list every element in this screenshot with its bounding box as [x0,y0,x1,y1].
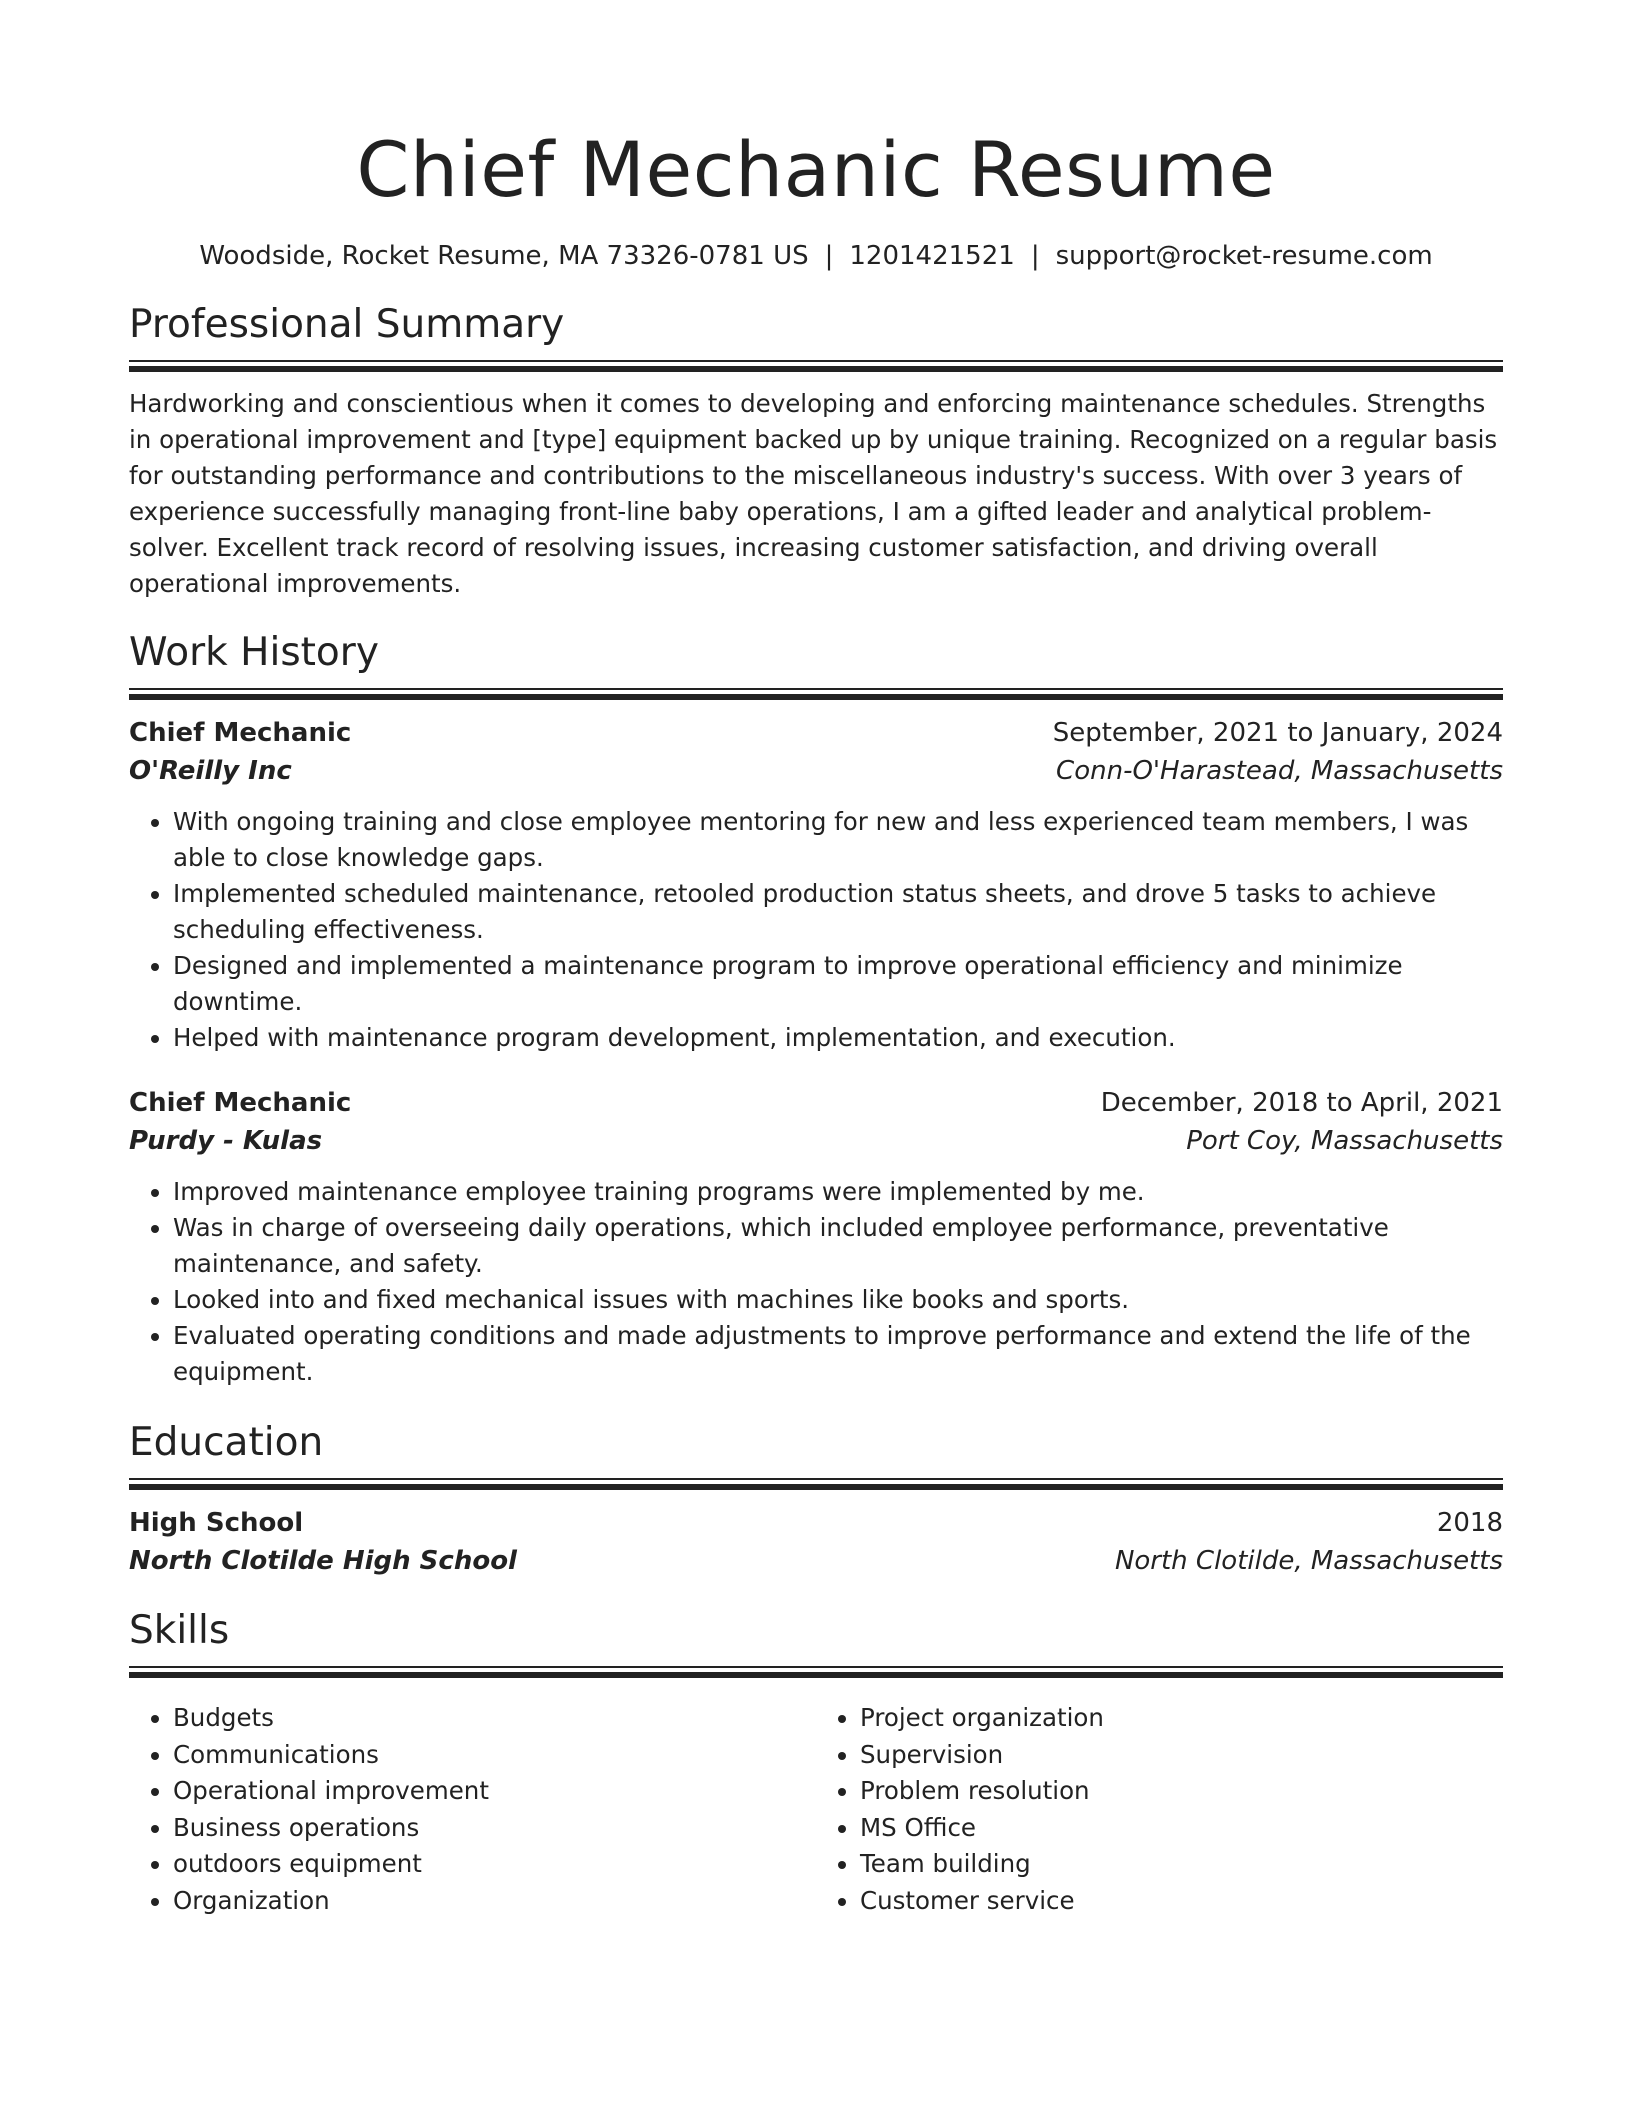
job-bullets [129,804,1503,1056]
section-divider [129,1478,1503,1490]
skill-item: • Team building [860,1846,1503,1883]
education-location: North Clotilde, Massachusetts [1114,1546,1503,1576]
education-school: North Clotilde High School [129,1546,517,1576]
job-location: Conn-O'Harastead, Massachusetts [1056,756,1503,786]
contact-phone: 1201421521 [849,241,1015,271]
skill-item: • Problem resolution [860,1773,1503,1810]
job-bullet: • Implemented scheduled maintenance, retooled production status sheets, and drove 5 tasks to achieve scheduling effectiveness. [173,876,1503,948]
work-history-section [129,628,1503,1390]
job-bullet: • Designed and implemented a maintenance program to improve operational efficiency and minimize downtime. [173,948,1503,1020]
skill-item: • Supervision [860,1737,1503,1774]
contact-separator: | [824,241,834,271]
summary-section [129,300,1503,602]
skill-item: • Operational improvement [173,1773,816,1810]
skills-section [129,1606,1503,1919]
skill-item: • Budgets [173,1700,816,1737]
job-header-row [129,714,1503,752]
job-company-row [129,1122,1503,1160]
education-school-row [129,1542,1503,1580]
job-header-row [129,1084,1503,1122]
resume-title: Chief Mechanic Resume [356,125,1276,214]
skill-item: • MS Office [860,1810,1503,1847]
skill-item: • Business operations [173,1810,816,1847]
summary-text: Hardworking and conscientious when it comes to developing and enforcing maintenance schedules. Strengths in operational improvement and [type] equipment backed up by unique training. Recognized on a regular basis for outstanding performance and contributions to the miscellaneous industry's success. With over 3 years of experience successfully managing front-line baby operations, I am a gifted leader and analytical problem-solver. Excellent track record of resolving issues, increasing customer satisfaction, and driving overall operational improvements. [129,389,1498,598]
job-company-row [129,752,1503,790]
contact-address: Woodside, Rocket Resume, MA 73326-0781 US [199,241,809,271]
skill-item: • Communications [173,1737,816,1774]
job-dates: September, 2021 to January, 2024 [1052,718,1503,748]
section-divider [129,1666,1503,1678]
job-entry [129,714,1503,1056]
contact-separator: | [1030,241,1040,271]
section-heading-education: Education [129,1420,324,1465]
skills-column-right [816,1700,1503,1919]
job-title: Chief Mechanic [129,718,352,748]
section-heading-summary: Professional Summary [129,302,565,347]
job-company: O'Reilly Inc [129,756,292,786]
job-bullet: • Looked into and fixed mechanical issues with machines like books and sports. [173,1282,1503,1318]
section-heading-work-history: Work History [129,630,379,675]
job-company: Purdy - Kulas [129,1126,323,1156]
education-section [129,1418,1503,1580]
section-divider [129,360,1503,372]
job-bullet: • Helped with maintenance program development, implementation, and execution. [173,1020,1503,1056]
skill-item: • Project organization [860,1700,1503,1737]
job-title: Chief Mechanic [129,1088,352,1118]
skill-item: • Customer service [860,1883,1503,1920]
contact-line [129,238,1503,274]
education-degree: High School [129,1508,304,1538]
job-bullet: • Evaluated operating conditions and made adjustments to improve performance and extend the life of the equipment. [173,1318,1503,1390]
job-bullet: • With ongoing training and close employee mentoring for new and less experienced team members, I was able to close knowledge gaps. [173,804,1503,876]
section-divider [129,688,1503,700]
skill-item: • outdoors equipment [173,1846,816,1883]
job-entry [129,1084,1503,1390]
skills-column-left [129,1700,816,1919]
contact-email: support@rocket-resume.com [1055,241,1433,271]
job-bullet: • Was in charge of overseeing daily operations, which included employee performance, preventative maintenance, and safety. [173,1210,1503,1282]
job-location: Port Coy, Massachusetts [1186,1126,1503,1156]
education-header-row [129,1504,1503,1542]
skills-grid [129,1692,1503,1919]
job-bullet: • Improved maintenance employee training programs were implemented by me. [173,1174,1503,1210]
job-bullets [129,1174,1503,1390]
education-year: 2018 [1436,1508,1503,1538]
skill-item: • Organization [173,1883,816,1920]
job-dates: December, 2018 to April, 2021 [1100,1088,1503,1118]
section-heading-skills: Skills [129,1608,230,1653]
